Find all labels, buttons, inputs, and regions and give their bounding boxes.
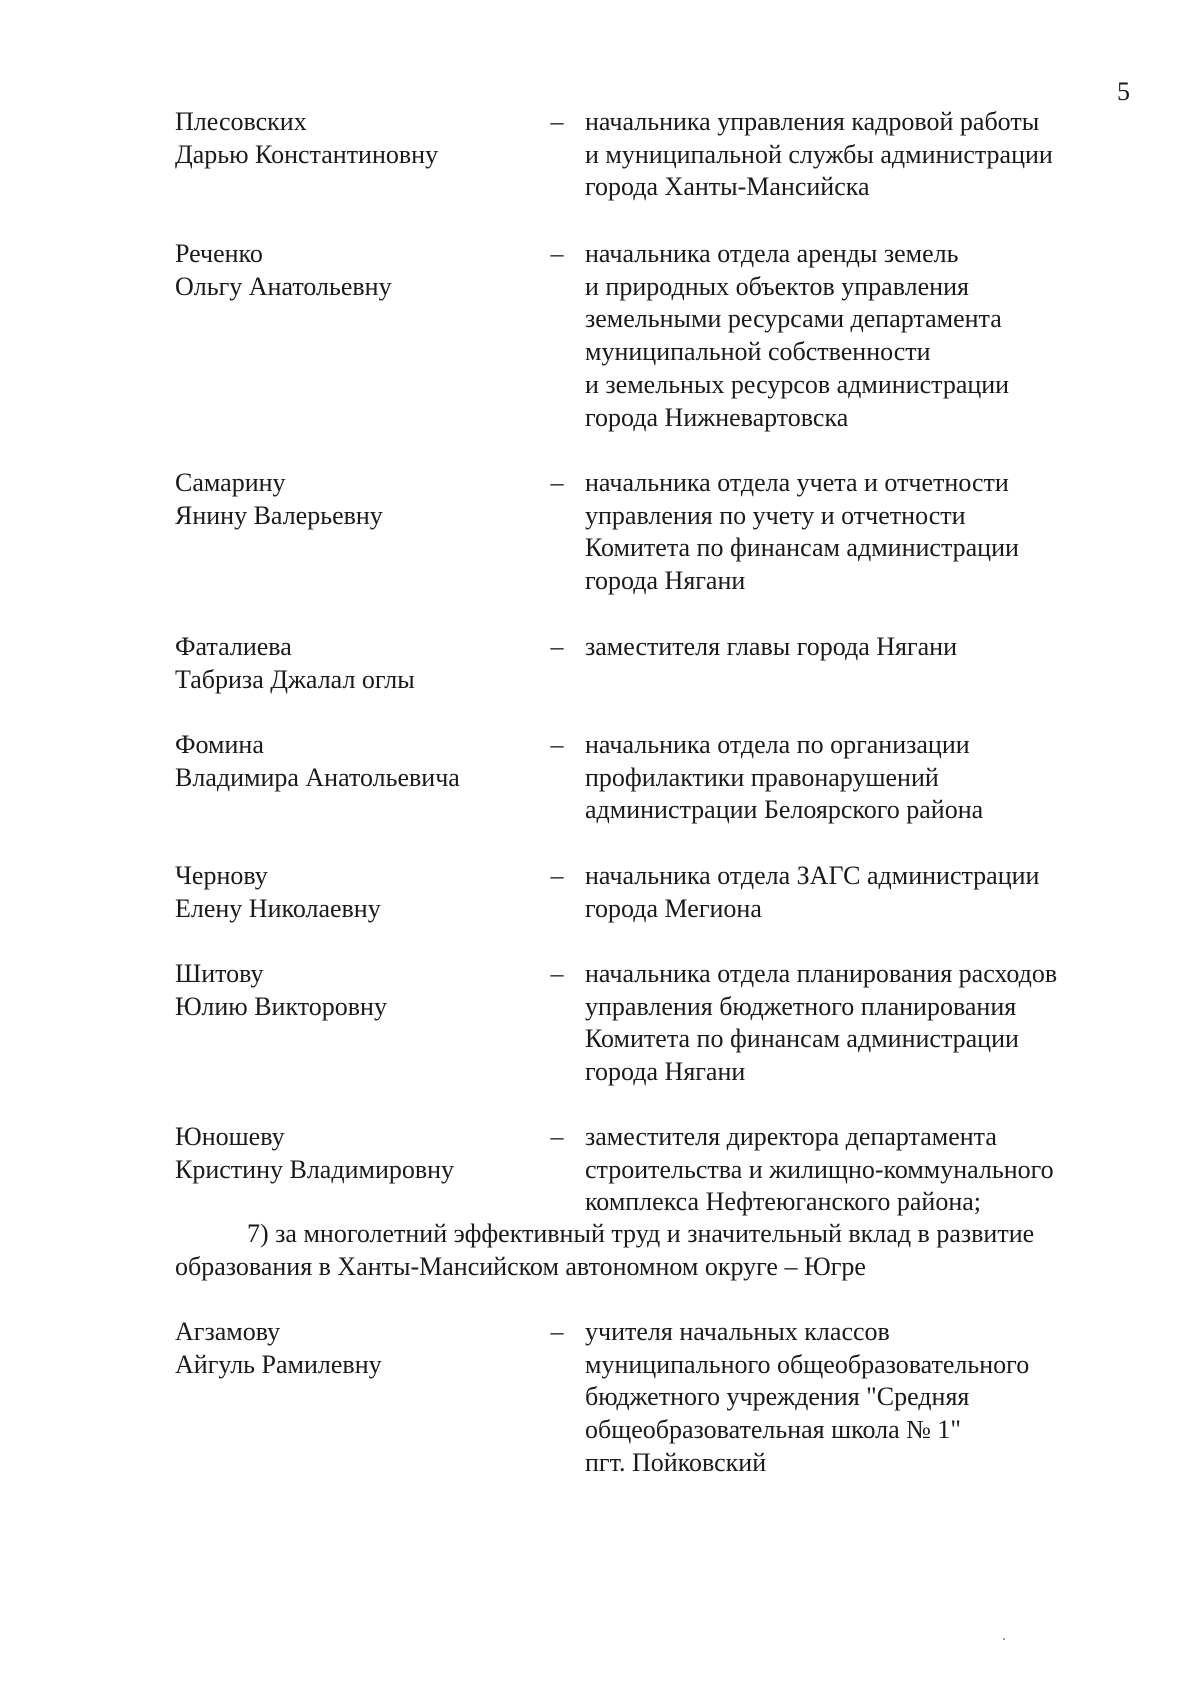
person-name bbox=[175, 1121, 535, 1186]
position-line: учителя начальных классов bbox=[585, 1317, 890, 1346]
person-name bbox=[175, 106, 535, 171]
dash-separator: – bbox=[550, 1122, 564, 1151]
position-line: города Нягани bbox=[585, 566, 746, 596]
surname: Шитову bbox=[175, 959, 264, 988]
surname: Фаталиева bbox=[175, 632, 292, 661]
person-name bbox=[175, 238, 535, 303]
dash-separator: – bbox=[550, 468, 564, 497]
position-line: начальника отдела по организации bbox=[585, 730, 970, 759]
position-line: начальника отдела учета и отчетности bbox=[585, 468, 1009, 497]
dash-separator: – bbox=[550, 959, 564, 988]
person-name bbox=[175, 1316, 535, 1381]
given-names: Ольгу Анатольевну bbox=[175, 271, 392, 301]
person-name bbox=[175, 467, 535, 532]
given-names: Елену Николаевну bbox=[175, 893, 381, 923]
position-line: муниципального общеобразовательного bbox=[585, 1349, 1030, 1379]
position-description bbox=[585, 467, 1145, 598]
position-line: профилактики правонарушений bbox=[585, 762, 939, 792]
scan-speck bbox=[1003, 1638, 1005, 1640]
position-line: комплекса Нефтеюганского района; bbox=[585, 1187, 982, 1217]
position-line: общеобразовательная школа № 1" bbox=[585, 1415, 962, 1445]
position-line: города Мегиона bbox=[585, 893, 762, 923]
position-line: заместителя главы города Нягани bbox=[585, 632, 958, 661]
person-name bbox=[175, 729, 535, 794]
given-names: Юлию Викторовну bbox=[175, 991, 387, 1021]
person-name bbox=[175, 631, 535, 696]
position-line: начальника отдела планирования расходов bbox=[585, 959, 1058, 988]
position-line: начальника отдела ЗАГС администрации bbox=[585, 861, 1040, 890]
surname: Реченко bbox=[175, 239, 263, 268]
section-heading-paragraph bbox=[175, 1218, 1125, 1283]
dash-separator: – bbox=[550, 730, 564, 759]
position-description bbox=[585, 631, 1145, 664]
position-description bbox=[585, 1121, 1145, 1219]
position-description bbox=[585, 1316, 1145, 1480]
given-names: Владимира Анатольевича bbox=[175, 762, 460, 792]
surname: Самарину bbox=[175, 468, 286, 497]
position-line: начальника управления кадровой работы bbox=[585, 107, 1040, 136]
surname: Плесовских bbox=[175, 107, 307, 136]
dash-separator: – bbox=[550, 239, 564, 268]
surname: Юношеву bbox=[175, 1122, 285, 1151]
dash-separator: – bbox=[550, 632, 564, 661]
given-names: Дарью Константиновну bbox=[175, 139, 439, 169]
position-line: и муниципальной службы администрации bbox=[585, 139, 1053, 169]
given-names: Табриза Джалал оглы bbox=[175, 664, 415, 694]
given-names: Кристину Владимировну bbox=[175, 1154, 455, 1184]
position-description bbox=[585, 238, 1145, 434]
dash-separator: – bbox=[550, 1317, 564, 1346]
position-line: и земельных ресурсов администрации bbox=[585, 369, 1010, 399]
surname: Фомина bbox=[175, 730, 264, 759]
position-line: управления по учету и отчетности bbox=[585, 500, 966, 530]
position-description bbox=[585, 729, 1145, 827]
dash-separator: – bbox=[550, 861, 564, 890]
position-line: города Ханты-Мансийска bbox=[585, 172, 870, 202]
position-line: начальника отдела аренды земель bbox=[585, 239, 959, 268]
position-line: администрации Белоярского района bbox=[585, 795, 984, 825]
position-description bbox=[585, 958, 1145, 1089]
page-number: 5 bbox=[1117, 77, 1130, 106]
position-description bbox=[585, 106, 1145, 204]
position-line: и природных объектов управления bbox=[585, 271, 969, 301]
position-line: Комитета по финансам администрации bbox=[585, 533, 1019, 563]
given-names: Айгуль Рамилевну bbox=[175, 1349, 382, 1379]
given-names: Янину Валерьевну bbox=[175, 500, 383, 530]
position-line: города Нягани bbox=[585, 1057, 746, 1087]
position-description bbox=[585, 860, 1145, 925]
surname: Чернову bbox=[175, 861, 268, 890]
section-line-1: 7) за многолетний эффективный труд и значительный вклад в развитие bbox=[247, 1219, 1035, 1248]
dash-separator: – bbox=[550, 107, 564, 136]
surname: Агзамову bbox=[175, 1317, 281, 1346]
position-line: пгт. Пойковский bbox=[585, 1447, 767, 1477]
position-line: муниципальной собственности bbox=[585, 337, 931, 367]
position-line: управления бюджетного планирования bbox=[585, 991, 1017, 1021]
person-name bbox=[175, 958, 535, 1023]
position-line: Комитета по финансам администрации bbox=[585, 1024, 1019, 1054]
position-line: бюджетного учреждения "Средняя bbox=[585, 1382, 970, 1412]
person-name bbox=[175, 860, 535, 925]
position-line: строительства и жилищно-коммунального bbox=[585, 1154, 1054, 1184]
position-line: земельными ресурсами департамента bbox=[585, 304, 1002, 334]
section-line-2: образования в Ханты-Мансийском автономном округе – Югре bbox=[175, 1251, 866, 1281]
position-line: заместителя директора департамента bbox=[585, 1122, 997, 1151]
position-line: города Нижневартовска bbox=[585, 402, 849, 432]
